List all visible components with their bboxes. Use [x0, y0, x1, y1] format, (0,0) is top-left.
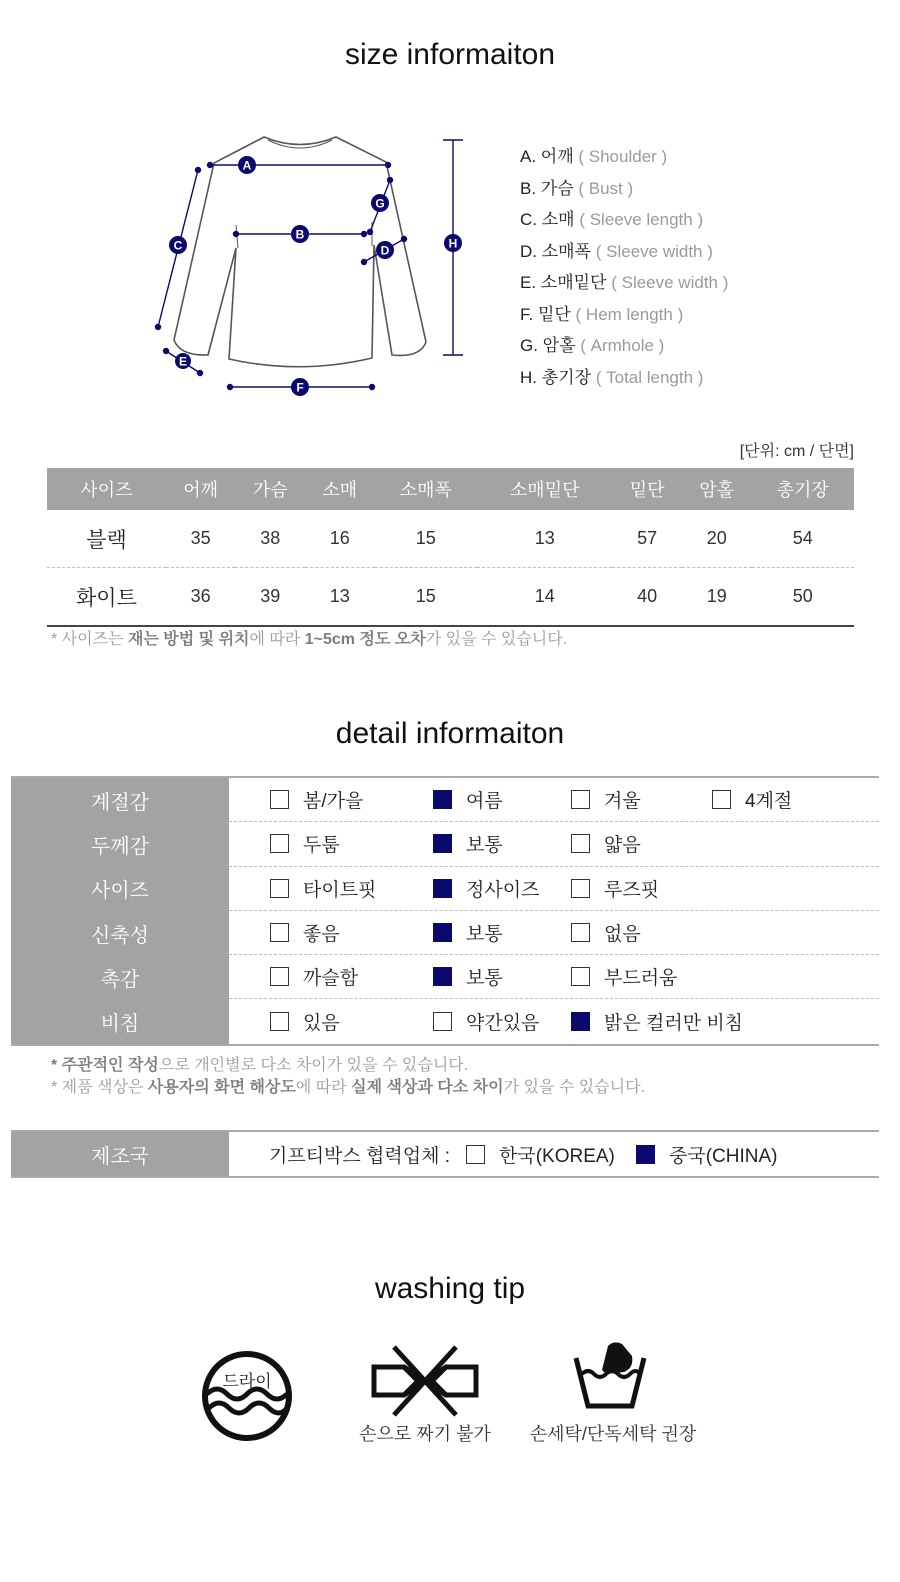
detail-note-color: * 제품 색상은 사용자의 화면 해상도에 따라 실제 색상과 다소 차이가 있을 수 있습니다. — [51, 1079, 645, 1096]
detail-row-elasticity — [11, 911, 879, 955]
detail-row-label: 두께감 — [11, 822, 229, 866]
option-summer[interactable]: 여름 — [433, 778, 503, 821]
legend-item: H. 총기장 ( Total length ) — [520, 367, 704, 387]
size-section-title: size informaiton — [344, 38, 556, 71]
checkbox-checked-icon — [433, 879, 452, 898]
legend-item: D. 소매폭 ( Sleeve width ) — [520, 241, 713, 261]
option-all-season[interactable]: 4계절 — [712, 778, 792, 821]
checkbox-icon — [270, 923, 289, 942]
checkbox-checked-icon — [433, 967, 452, 986]
option-normal[interactable]: 보통 — [433, 911, 503, 954]
option-china[interactable]: 중국(CHINA) — [636, 1132, 777, 1176]
detail-section-title: detail informaiton — [335, 717, 565, 750]
checkbox-checked-icon — [433, 923, 452, 942]
checkbox-icon — [571, 879, 590, 898]
checkbox-icon — [433, 1012, 452, 1031]
table-cell: 16 — [305, 510, 375, 568]
header-cell: 소매밑단 — [477, 468, 612, 510]
option-korea[interactable]: 한국(KOREA) — [466, 1132, 615, 1176]
checkbox-checked-icon — [571, 1012, 590, 1031]
checkbox-icon — [571, 967, 590, 986]
table-cell: 50 — [752, 568, 855, 627]
option-spring-fall[interactable]: 봄/가을 — [270, 778, 363, 821]
checkbox-checked-icon — [433, 834, 452, 853]
checkbox-icon — [712, 790, 731, 809]
marker-h: H — [448, 236, 458, 251]
table-cell: 57 — [612, 510, 682, 568]
row-label: 화이트 — [47, 568, 166, 627]
table-row — [47, 568, 854, 627]
option-slightly[interactable]: 약간있음 — [433, 999, 539, 1043]
option-none[interactable]: 없음 — [571, 911, 641, 954]
table-cell: 20 — [682, 510, 752, 568]
header-cell: 암홀 — [682, 468, 752, 510]
origin-row — [11, 1130, 879, 1178]
hand-wash-icon — [572, 1340, 648, 1412]
checkbox-icon — [270, 1012, 289, 1031]
measurement-legend — [520, 144, 728, 396]
size-note: * 사이즈는 재는 방법 및 위치에 따라 1~5cm 정도 오차가 있을 수 있습니다. — [51, 631, 568, 648]
option-loose-fit[interactable]: 루즈핏 — [571, 867, 659, 910]
legend-item: A. 어깨 ( Shoulder ) — [520, 147, 668, 166]
detail-row-texture — [11, 955, 879, 999]
table-cell: 36 — [166, 568, 236, 627]
washing-section-title: washing tip — [374, 1272, 526, 1305]
table-cell: 13 — [477, 510, 612, 568]
table-cell: 40 — [612, 568, 682, 627]
checkbox-icon — [466, 1145, 485, 1164]
row-label: 블랙 — [47, 510, 166, 568]
option-normal[interactable]: 보통 — [433, 822, 503, 865]
option-good[interactable]: 좋음 — [270, 911, 340, 954]
header-cell: 사이즈 — [47, 468, 166, 510]
garment-size-diagram — [150, 128, 480, 408]
marker-a: A — [242, 158, 252, 173]
table-row — [47, 510, 854, 568]
header-cell: 총기장 — [752, 468, 855, 510]
table-cell: 35 — [166, 510, 236, 568]
detail-row-label: 비침 — [11, 999, 229, 1043]
option-tight-fit[interactable]: 타이트핏 — [270, 867, 376, 910]
checkbox-icon — [270, 834, 289, 853]
checkbox-icon — [270, 790, 289, 809]
marker-d: D — [380, 243, 390, 258]
legend-item: G. 암홀 ( Armhole ) — [520, 336, 665, 355]
marker-b: B — [295, 227, 305, 242]
detail-row-label: 촉감 — [11, 955, 229, 999]
checkbox-checked-icon — [636, 1145, 655, 1164]
checkbox-icon — [571, 923, 590, 942]
legend-item: F. 밑단 ( Hem length ) — [520, 304, 684, 324]
size-table — [47, 468, 854, 627]
header-cell: 소매 — [305, 468, 375, 510]
header-cell: 소매폭 — [375, 468, 477, 510]
legend-item: C. 소매 ( Sleeve length ) — [520, 210, 704, 229]
option-thick[interactable]: 두툼 — [270, 822, 340, 865]
unit-label: [단위: cm / 단면] — [739, 443, 854, 460]
marker-e: E — [178, 354, 188, 369]
no-wringing-icon — [368, 1345, 482, 1417]
table-cell: 15 — [375, 568, 477, 627]
option-regular-fit[interactable]: 정사이즈 — [433, 867, 539, 910]
option-thin[interactable]: 얇음 — [571, 822, 641, 865]
option-winter[interactable]: 겨울 — [571, 778, 641, 821]
marker-g: G — [375, 196, 385, 211]
legend-item: E. 소매밑단 ( Sleeve width ) — [520, 273, 729, 292]
detail-row-label: 신축성 — [11, 911, 229, 955]
detail-row-transparency — [11, 999, 879, 1043]
header-cell: 어깨 — [166, 468, 236, 510]
header-cell: 가슴 — [235, 468, 305, 510]
table-cell: 19 — [682, 568, 752, 627]
checkbox-icon — [571, 790, 590, 809]
table-cell: 39 — [235, 568, 305, 627]
dry-clean-text: 드라이 — [222, 1372, 272, 1392]
hand-wash-caption: 손세탁/단독세탁 권장 — [529, 1424, 697, 1444]
legend-item: B. 가슴 ( Bust ) — [520, 178, 634, 198]
option-rough[interactable]: 까슬함 — [270, 955, 358, 998]
table-cell: 38 — [235, 510, 305, 568]
detail-row-label: 사이즈 — [11, 867, 229, 911]
marker-c: C — [173, 238, 183, 253]
detail-row-label: 계절감 — [11, 778, 229, 822]
origin-label: 제조국 — [11, 1132, 229, 1176]
detail-table — [11, 776, 879, 1046]
table-cell: 13 — [305, 568, 375, 627]
checkbox-icon — [270, 879, 289, 898]
option-soft[interactable]: 부드러움 — [571, 955, 677, 998]
table-cell: 14 — [477, 568, 612, 627]
detail-row-season — [11, 778, 879, 822]
option-light-colors-only[interactable]: 밝은 컬러만 비침 — [571, 999, 743, 1043]
detail-row-fit — [11, 867, 879, 911]
origin-partner-label: 기프티박스 협력업체 : — [269, 1145, 451, 1167]
table-cell: 15 — [375, 510, 477, 568]
table-cell: 54 — [752, 510, 855, 568]
size-table-header — [47, 468, 854, 510]
no-wringing-caption: 손으로 짜기 불가 — [359, 1424, 491, 1444]
option-normal[interactable]: 보통 — [433, 955, 503, 998]
option-yes[interactable]: 있음 — [270, 999, 340, 1043]
detail-note-subjective: * 주관적인 작성으로 개인별로 다소 차이가 있을 수 있습니다. — [51, 1057, 469, 1074]
header-cell: 밑단 — [612, 468, 682, 510]
checkbox-icon — [270, 967, 289, 986]
marker-f: F — [296, 380, 304, 395]
dry-clean-icon — [200, 1350, 294, 1442]
detail-row-thickness — [11, 822, 879, 866]
checkbox-icon — [571, 834, 590, 853]
checkbox-checked-icon — [433, 790, 452, 809]
